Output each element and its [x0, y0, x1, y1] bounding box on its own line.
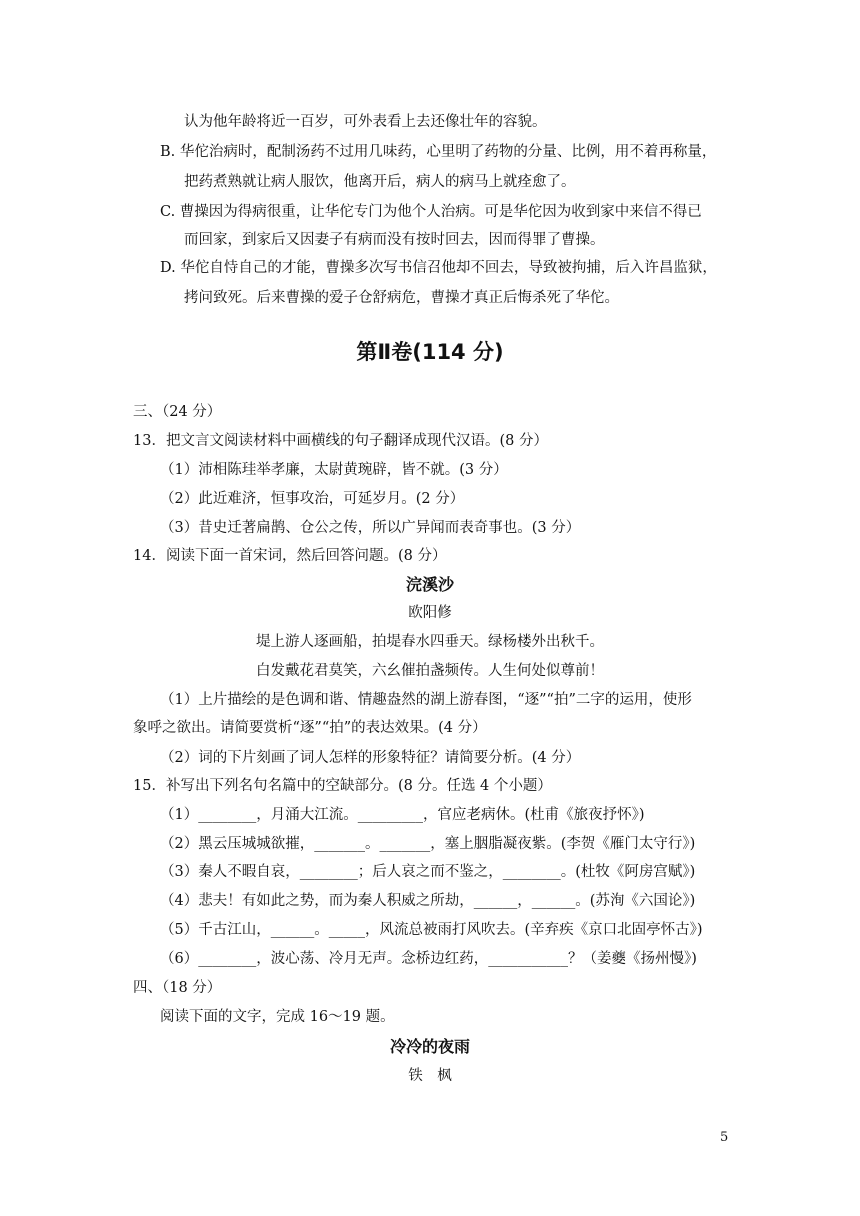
poem-title: 浣溪沙: [405, 575, 454, 594]
option-b-continued: 把药煮熟就让病人服饮，他离开后，病人的病马上就痊愈了。: [184, 174, 576, 190]
section-title: 第Ⅱ卷(114 分): [356, 340, 504, 364]
question-13-item: （1）沛相陈珪举孝廉，太尉黄琬辟，皆不就。(3 分）: [160, 462, 508, 478]
option-b: B. 华佗治病时，配制汤药不过用几味药，心里明了药物的分量、比例，用不着再称量，: [160, 144, 717, 160]
option-d-continued: 拷问致死。后来曹操的爱子仓舒病危，曹操才真正后悔杀死了华佗。: [184, 290, 619, 306]
question-13-item: （3）昔史迁著扁鹊、仓公之传，所以广异闻而表奇事也。(3 分）: [160, 520, 581, 536]
option-c-continued: 而回家，到家后又因妻子有病而没有按时回去，因而得罪了曹操。: [184, 232, 605, 248]
part-four-intro: 阅读下面的文字，完成 16～19 题。: [160, 1009, 395, 1025]
page-number: 5: [720, 1130, 729, 1145]
question-15-item: （1）________，月涌大江流。_________，官应老病休。(杜甫《旅夜抒怀》): [160, 807, 645, 823]
poem-author: 欧阳修: [408, 605, 452, 621]
question-15: 15．补写出下列名句名篇中的空缺部分。(8 分。任选 4 个小题）: [133, 778, 552, 794]
question-15-item: （6）________，波心荡、冷月无声。念桥边红药，___________？（姜夔《扬州慢》): [160, 951, 697, 967]
part-three-heading: 三、（24 分）: [133, 404, 222, 420]
story-author: 铁 枫: [408, 1068, 452, 1084]
question-13-item: （2）此近难济，恒事攻治，可延岁月。(2 分）: [160, 491, 465, 507]
question-13: 13．把文言文阅读材料中画横线的句子翻译成现代汉语。(8 分）: [133, 433, 548, 449]
poem-line: 堤上游人逐画船，拍堤春水四垂天。绿杨楼外出秋千。: [256, 634, 604, 650]
option-d: D. 华佗自恃自己的才能，曹操多次写书信召他却不回去，导致被拘捕，后入许昌监狱，: [160, 260, 717, 276]
question-14-item: （1）上片描绘的是色调和谐、情趣盎然的湖上游春图，“逐”“拍”二字的运用，使形: [160, 692, 692, 708]
option-c: C. 曹操因为得病很重，让华佗专门为他个人治病。可是华佗因为收到家中来信不得已: [160, 204, 702, 220]
question-15-item: （4）悲夫！有如此之势，而为秦人积威之所劫，______，______。(苏洵《六国论》): [160, 893, 696, 909]
question-14: 14．阅读下面一首宋词，然后回答问题。(8 分）: [133, 548, 447, 564]
question-15-item: （5）千古江山，______。_____，风流总被雨打风吹去。(辛弃疾《京口北固亭怀古》): [160, 922, 703, 938]
question-14-item: （2）词的下片刻画了词人怎样的形象特征？请简要分析。(4 分）: [160, 750, 581, 766]
part-four-heading: 四、（18 分）: [133, 980, 222, 996]
question-14-item-continued: 象呼之欲出。请简要赏析“逐”“拍”的表达效果。(4 分）: [133, 720, 487, 736]
story-title: 冷冷的夜雨: [389, 1037, 470, 1056]
option-a-continued: 认为他年龄将近一百岁，可外表看上去还像壮年的容貌。: [184, 114, 547, 130]
question-15-item: （2）黑云压城城欲摧，_______。_______，塞上胭脂凝夜紫。(李贺《雁门太守行》): [160, 836, 696, 852]
poem-line: 白发戴花君莫笑，六幺催拍盏频传。人生何处似尊前！: [256, 663, 604, 679]
question-15-item: （3）秦人不暇自哀，________；后人哀之而不鉴之，________。(杜牧《阿房宫赋》): [160, 864, 696, 880]
